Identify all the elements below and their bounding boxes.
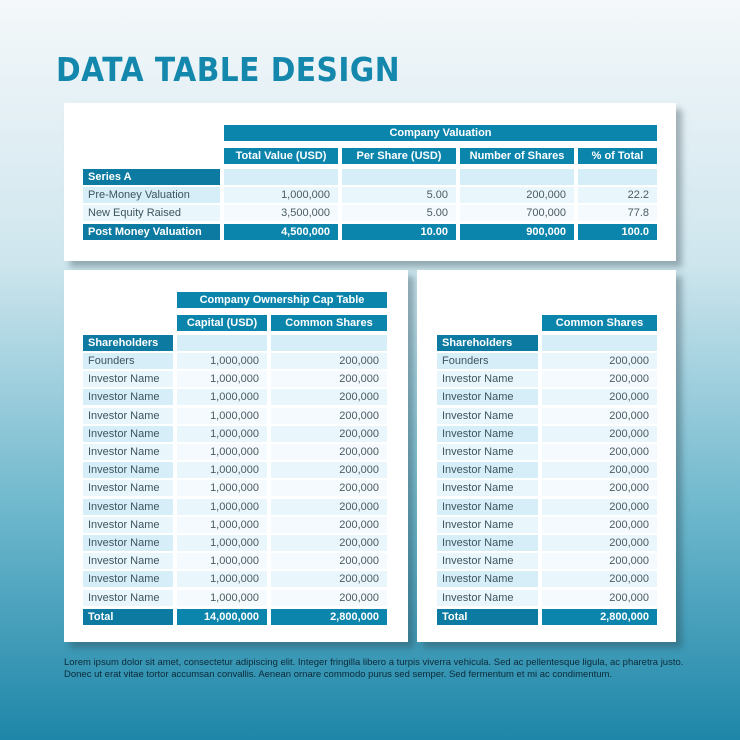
cap-table-cell: 1,000,000 [177,371,267,387]
valuation-column-header: Number of Shares [460,148,574,164]
cap-table-cell: 200,000 [271,371,387,387]
cap-table-cell: 1,000,000 [177,499,267,515]
shares-table-row-label: Investor Name [437,444,538,460]
shares-table-column-header: Common Shares [542,315,657,331]
valuation-cell: 700,000 [460,205,574,221]
cap-table-cell: 1,000,000 [177,408,267,424]
cap-table-row-label: Investor Name [83,444,173,460]
cap-table-cell: 200,000 [271,553,387,569]
shares-table-cell: 200,000 [542,462,657,478]
valuation-cell: 77.8 [578,205,657,221]
valuation-group-header: Company Valuation [224,125,657,141]
valuation-blank-cell [224,169,338,185]
cap-table-card [64,270,408,642]
cap-table-cell: 200,000 [271,590,387,606]
shares-table-row-label: Investor Name [437,517,538,533]
cap-table-group-header: Company Ownership Cap Table [177,292,387,308]
cap-table-cell: 1,000,000 [177,426,267,442]
cap-table-row-label: Investor Name [83,535,173,551]
cap-table-cell: 1,000,000 [177,590,267,606]
shares-table-row-label: Investor Name [437,499,538,515]
shares-table-cell: 200,000 [542,571,657,587]
cap-table-row-label: Investor Name [83,480,173,496]
valuation-row-label: Pre-Money Valuation [83,187,220,203]
shares-table-cell: 200,000 [542,480,657,496]
shares-table-cell: 200,000 [542,408,657,424]
cap-table-row-label: Investor Name [83,553,173,569]
cap-table-total-cell: 2,800,000 [271,609,387,625]
shares-table-section-label: Shareholders [437,335,538,351]
valuation-total-cell: 100.0 [578,224,657,240]
valuation-section-label: Series A [83,169,220,185]
cap-table-total-cell: 14,000,000 [177,609,267,625]
valuation-cell: 200,000 [460,187,574,203]
cap-table-blank-cell [177,335,267,351]
shares-table-total-cell: 2,800,000 [542,609,657,625]
cap-table-cell: 200,000 [271,535,387,551]
shares-table-cell: 200,000 [542,535,657,551]
cap-table-row-label: Investor Name [83,462,173,478]
valuation-column-header: % of Total [578,148,657,164]
shares-table-cell: 200,000 [542,590,657,606]
cap-table-row-label: Investor Name [83,499,173,515]
valuation-blank-cell [342,169,456,185]
shares-table-row-label: Investor Name [437,426,538,442]
shares-table-total-label: Total [437,609,538,625]
cap-table-section-label: Shareholders [83,335,173,351]
page-title: DATA TABLE DESIGN [56,50,401,89]
cap-table-cell: 1,000,000 [177,389,267,405]
shares-table-cell: 200,000 [542,499,657,515]
shares-table-cell: 200,000 [542,444,657,460]
cap-table-row-label: Investor Name [83,426,173,442]
cap-table-cell: 1,000,000 [177,571,267,587]
cap-table-row-label: Investor Name [83,389,173,405]
cap-table-row-label: Investor Name [83,517,173,533]
cap-table-row-label: Investor Name [83,371,173,387]
cap-table-cell: 200,000 [271,426,387,442]
valuation-row-label: New Equity Raised [83,205,220,221]
footnote-text: Lorem ipsum dolor sit amet, consectetur adipiscing elit. Integer fringilla libero a turpis viverra vehicula. Sed ac pellentesque ligula, ac pharetra justo. Donec ut erat vitae tortor accumsan convallis. Aenean ornare commodo purus sed semper. Sed fermentum et mi ac condimentum. [64,657,684,680]
cap-table-column-header: Capital (USD) [177,315,267,331]
shares-table-row-label: Investor Name [437,590,538,606]
cap-table-row-label: Investor Name [83,571,173,587]
shares-table-cell: 200,000 [542,389,657,405]
shares-table-row-label: Investor Name [437,462,538,478]
valuation-column-header: Per Share (USD) [342,148,456,164]
cap-table-blank-cell [271,335,387,351]
cap-table-cell: 1,000,000 [177,517,267,533]
shares-table-cell: 200,000 [542,553,657,569]
cap-table-cell: 1,000,000 [177,353,267,369]
shares-table-row-label: Investor Name [437,535,538,551]
valuation-total-label: Post Money Valuation [83,224,220,240]
cap-table-column-header: Common Shares [271,315,387,331]
shares-table-cell: 200,000 [542,517,657,533]
valuation-blank-cell [578,169,657,185]
valuation-cell: 5.00 [342,205,456,221]
cap-table-cell: 200,000 [271,389,387,405]
valuation-cell: 5.00 [342,187,456,203]
shares-table-row-label: Investor Name [437,480,538,496]
valuation-cell: 3,500,000 [224,205,338,221]
cap-table-cell: 1,000,000 [177,553,267,569]
cap-table-cell: 200,000 [271,480,387,496]
cap-table-row-label: Founders [83,353,173,369]
shares-table-card [417,270,676,642]
cap-table-cell: 200,000 [271,499,387,515]
valuation-column-header: Total Value (USD) [224,148,338,164]
cap-table-cell: 200,000 [271,353,387,369]
valuation-cell: 1,000,000 [224,187,338,203]
cap-table-cell: 200,000 [271,408,387,424]
shares-table-row-label: Investor Name [437,389,538,405]
cap-table-cell: 1,000,000 [177,535,267,551]
cap-table-cell: 200,000 [271,517,387,533]
valuation-card [64,103,676,261]
cap-table-cell: 1,000,000 [177,444,267,460]
cap-table-cell: 200,000 [271,571,387,587]
valuation-total-cell: 4,500,000 [224,224,338,240]
valuation-cell: 22.2 [578,187,657,203]
shares-table-cell: 200,000 [542,371,657,387]
shares-table-row-label: Investor Name [437,553,538,569]
cap-table-cell: 1,000,000 [177,480,267,496]
cap-table-cell: 200,000 [271,444,387,460]
shares-table-cell: 200,000 [542,353,657,369]
valuation-blank-cell [460,169,574,185]
shares-table-row-label: Investor Name [437,371,538,387]
valuation-total-cell: 900,000 [460,224,574,240]
cap-table-row-label: Investor Name [83,590,173,606]
shares-table-row-label: Investor Name [437,408,538,424]
valuation-total-cell: 10.00 [342,224,456,240]
cap-table-cell: 1,000,000 [177,462,267,478]
shares-table-row-label: Investor Name [437,571,538,587]
cap-table-total-label: Total [83,609,173,625]
shares-table-blank-cell [542,335,657,351]
cap-table-cell: 200,000 [271,462,387,478]
shares-table-row-label: Founders [437,353,538,369]
shares-table-cell: 200,000 [542,426,657,442]
cap-table-row-label: Investor Name [83,408,173,424]
